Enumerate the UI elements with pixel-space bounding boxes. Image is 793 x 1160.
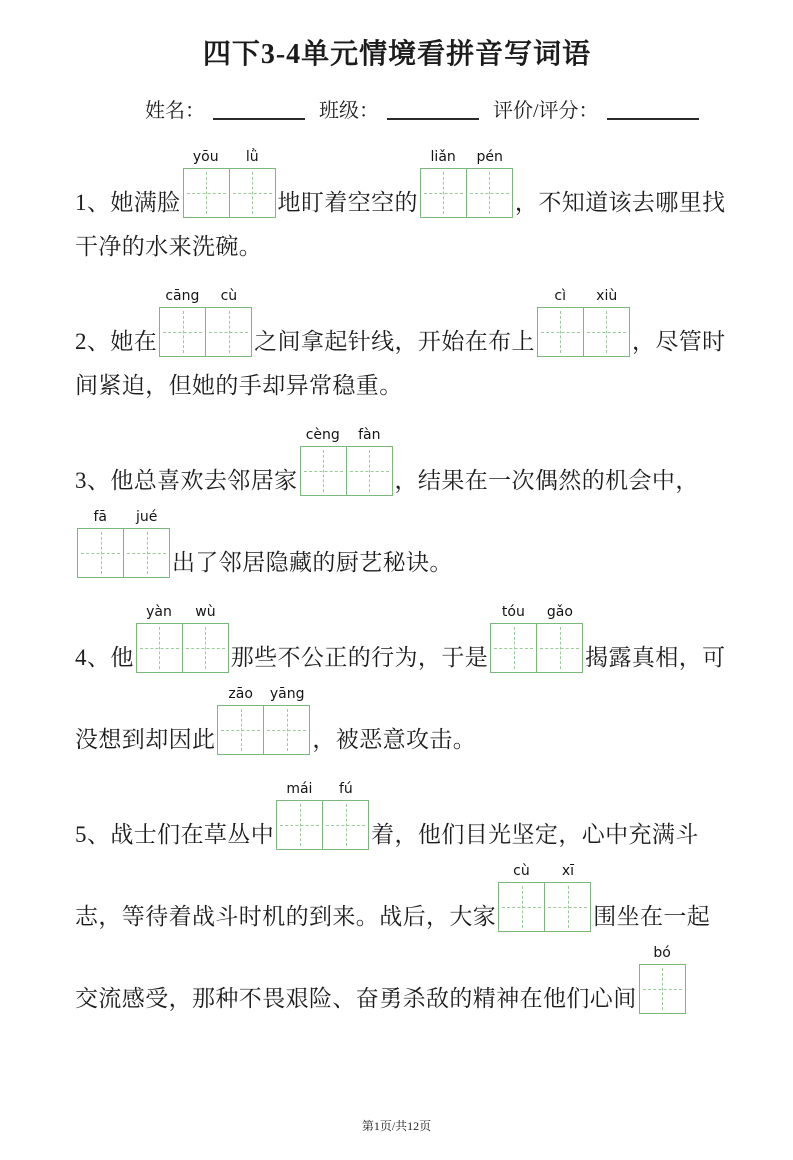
pinyin-writebox — [300, 427, 393, 496]
page-title: 四下3-4单元情境看拼音写词语 — [202, 39, 592, 70]
question-1 — [75, 149, 726, 262]
writing-grid — [498, 882, 591, 932]
pinyin-writebox — [639, 945, 686, 1014]
pinyin-label: liǎn — [430, 149, 456, 165]
pinyin-label: fú — [338, 781, 353, 797]
sentence-text: 揭露真相，可 — [585, 645, 726, 670]
writing-cell — [420, 168, 467, 218]
sentence-text: 之间拿起针线，开始在布上 — [254, 329, 535, 354]
writing-grid — [77, 528, 170, 578]
pinyin-row — [490, 604, 583, 620]
writing-cell — [263, 705, 310, 755]
writing-cell — [300, 446, 347, 496]
sentence-text: 志，等待着战斗时机的到来。战后，大家 — [75, 904, 497, 929]
pinyin-label: xiù — [596, 288, 618, 304]
question-4 — [75, 604, 726, 755]
pinyin-label: mái — [286, 781, 313, 797]
writing-cell — [536, 623, 583, 673]
sentence-text: 围坐在一起 — [593, 904, 711, 929]
student-info-row — [75, 99, 719, 123]
question-line — [75, 427, 719, 496]
writing-grid — [136, 623, 229, 673]
pinyin-label: tóu — [501, 604, 525, 620]
writing-cell — [229, 168, 276, 218]
writing-grid — [537, 307, 630, 357]
writing-grid — [420, 168, 513, 218]
pinyin-row — [498, 863, 591, 879]
writing-cell — [77, 528, 124, 578]
question-2 — [75, 288, 726, 401]
pinyin-label: wù — [195, 604, 216, 620]
pinyin-label: yāng — [269, 686, 305, 702]
question-number: 2、 — [75, 329, 111, 354]
pinyin-label: cù — [513, 863, 530, 879]
pinyin-label: cèng — [305, 427, 340, 443]
writing-cell — [583, 307, 630, 357]
pinyin-label: pén — [476, 149, 503, 165]
question-line — [75, 863, 719, 932]
sentence-text: ，结果在一次偶然的机会中， — [394, 468, 699, 493]
pinyin-writebox — [537, 288, 630, 357]
question-line — [75, 604, 726, 673]
pinyin-label: gǎo — [546, 604, 573, 620]
pinyin-label: cù — [220, 288, 238, 304]
sentence-text: ，尽管时 — [631, 329, 726, 354]
class-blank — [387, 116, 479, 120]
pinyin-writebox — [498, 863, 591, 932]
score-label: 评价/评分： — [493, 100, 599, 122]
writing-cell — [544, 882, 591, 932]
writing-cell — [276, 800, 323, 850]
writing-cell — [136, 623, 183, 673]
question-line — [75, 149, 726, 218]
question-line — [75, 509, 719, 578]
sentence-text: 那些不公正的行为，于是 — [230, 645, 489, 670]
pinyin-label: zāo — [228, 686, 253, 702]
sentence-text: 着，他们目光坚定，心中充满斗 — [371, 822, 699, 847]
name-label: 姓名： — [145, 100, 205, 122]
question-3 — [75, 427, 719, 578]
pinyin-label: lǜ — [245, 149, 259, 165]
writing-cell — [182, 623, 229, 673]
name-blank — [213, 116, 305, 120]
pinyin-writebox — [77, 509, 170, 578]
pinyin-row — [420, 149, 513, 165]
pinyin-label: jué — [136, 509, 158, 525]
question-number: 5、 — [75, 822, 111, 847]
pinyin-writebox — [136, 604, 229, 673]
sentence-text: 交流感受，那种不畏艰险、奋勇杀敌的精神在他们心间 — [75, 986, 637, 1011]
writing-cell — [346, 446, 393, 496]
sentence-text: 战士们在草丛中 — [110, 822, 275, 847]
pinyin-writebox — [420, 149, 513, 218]
question-5 — [75, 781, 719, 1014]
sentence-text: 她满脸 — [110, 190, 181, 215]
pinyin-label: bó — [653, 945, 671, 961]
page-footer: 第1页/共12页 — [361, 1119, 432, 1133]
pinyin-label: yàn — [146, 604, 172, 620]
writing-grid — [490, 623, 583, 673]
question-line — [75, 288, 726, 357]
writing-grid — [159, 307, 252, 357]
sentence-text: 他 — [110, 645, 134, 670]
pinyin-row — [77, 509, 170, 525]
writing-grid — [276, 800, 369, 850]
writing-grid — [183, 168, 276, 218]
worksheet-page — [0, 38, 793, 1014]
writing-cell — [159, 307, 206, 357]
writing-grid — [639, 964, 686, 1014]
pinyin-writebox — [183, 149, 276, 218]
writing-grid — [300, 446, 393, 496]
sentence-text: ，被恶意攻击。 — [312, 727, 477, 752]
sentence-text: 没想到却因此 — [75, 727, 216, 752]
pinyin-writebox — [217, 686, 310, 755]
pinyin-row — [159, 288, 252, 304]
question-line — [75, 370, 719, 401]
writing-cell — [498, 882, 545, 932]
pinyin-label: fàn — [358, 427, 381, 443]
sentence-text: 她在 — [110, 329, 158, 354]
question-line — [75, 231, 719, 262]
writing-cell — [322, 800, 369, 850]
pinyin-row — [183, 149, 276, 165]
pinyin-row — [537, 288, 630, 304]
score-blank — [607, 116, 699, 120]
writing-cell — [537, 307, 584, 357]
pinyin-label: yōu — [192, 149, 219, 165]
pinyin-writebox — [490, 604, 583, 673]
sentence-text: 干净的水来洗碗。 — [75, 234, 263, 259]
writing-cell — [123, 528, 170, 578]
sentence-text: 他总喜欢去邻居家 — [110, 468, 298, 493]
question-number: 1、 — [75, 190, 111, 215]
question-line — [75, 781, 719, 850]
pinyin-row — [639, 945, 686, 961]
question-number: 4、 — [75, 645, 111, 670]
writing-cell — [205, 307, 252, 357]
pinyin-row — [217, 686, 310, 702]
sentence-text: 地盯着空空的 — [277, 190, 418, 215]
pinyin-writebox — [276, 781, 369, 850]
pinyin-row — [276, 781, 369, 797]
question-line — [75, 945, 719, 1014]
writing-cell — [490, 623, 537, 673]
sentence-text: 出了邻居隐藏的厨艺秘诀。 — [172, 550, 453, 575]
writing-cell — [466, 168, 513, 218]
pinyin-label: fā — [93, 509, 107, 525]
question-number: 3、 — [75, 468, 111, 493]
writing-cell — [183, 168, 230, 218]
pinyin-row — [136, 604, 229, 620]
sentence-text: 间紧迫，但她的手却异常稳重。 — [75, 373, 403, 398]
question-line — [75, 686, 719, 755]
class-label: 班级： — [319, 100, 379, 122]
writing-cell — [639, 964, 686, 1014]
writing-cell — [217, 705, 264, 755]
pinyin-label: cāng — [165, 288, 200, 304]
pinyin-label: xī — [561, 863, 575, 879]
writing-grid — [217, 705, 310, 755]
pinyin-label: cì — [554, 288, 566, 304]
pinyin-writebox — [159, 288, 252, 357]
sentence-text: ，不知道该去哪里找 — [514, 190, 726, 215]
pinyin-row — [300, 427, 393, 443]
